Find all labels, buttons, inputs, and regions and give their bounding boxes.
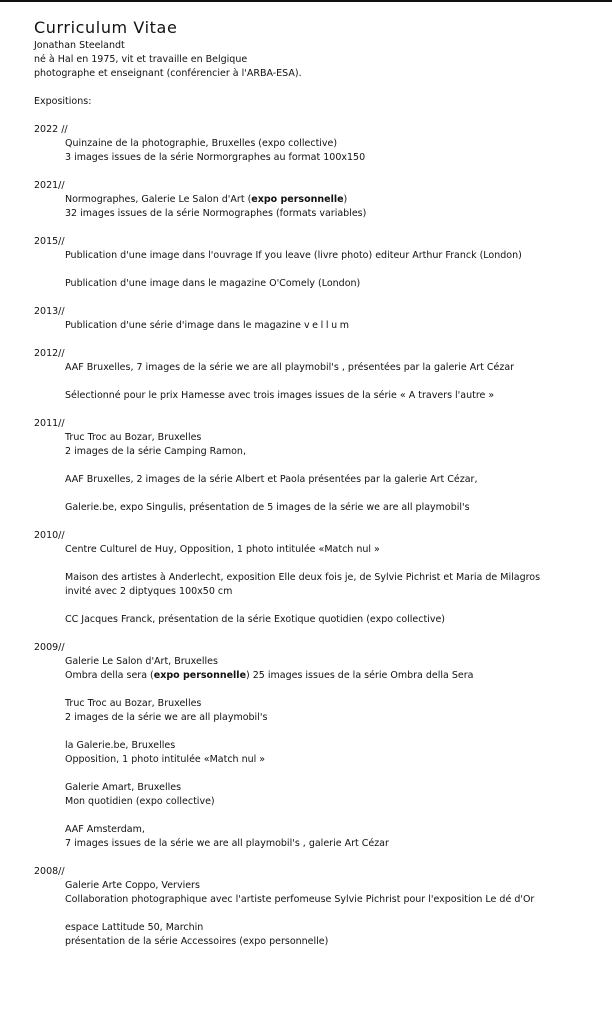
- year-section-2011: [34, 417, 602, 515]
- year-section-2013: [34, 305, 602, 333]
- year-label: 2013//: [34, 306, 65, 317]
- entry-line: la Galerie.be, Bruxelles: [65, 740, 176, 751]
- entry-line: 32 images issues de la série Normographes (formats variables): [65, 208, 367, 219]
- entry-line: Centre Culturel de Huy, Opposition, 1 photo intitulée «Match nul »: [65, 544, 380, 555]
- year-label: 2021//: [34, 180, 65, 191]
- exhibition-entry: [34, 697, 602, 725]
- exhibition-entry: [34, 613, 602, 627]
- entry-line: Publication d'une série d'image dans le magazine vellum: [65, 320, 352, 331]
- year-section-2022: [34, 123, 602, 165]
- year-section-2015: [34, 235, 602, 291]
- exhibition-entry: [34, 571, 602, 599]
- year-label: 2008//: [34, 866, 65, 877]
- entry-line: Galerie Amart, Bruxelles: [65, 782, 182, 793]
- entry-line: CC Jacques Franck, présentation de la série Exotique quotidien (expo collective): [65, 614, 446, 625]
- exhibition-entry: [34, 277, 602, 291]
- entry-line: présentation de la série Accessoires (expo personnelle): [65, 936, 329, 947]
- exhibition-entry: [34, 319, 602, 333]
- exhibition-entry: [34, 543, 602, 557]
- entry-line: Galerie.be, expo Singulis, présentation de 5 images de la série we are all playmobil's: [65, 502, 470, 513]
- entry-line: Truc Troc au Bozar, Bruxelles: [65, 432, 202, 443]
- author-occupation: photographe et enseignant (conférencier à l'ARBA-ESA).: [34, 68, 302, 79]
- entry-line: 2 images de la série Camping Ramon,: [65, 446, 246, 457]
- entry-line: Galerie Arte Coppo, Verviers: [65, 880, 200, 891]
- entry-line: AAF Bruxelles, 7 images de la série we are all playmobil's , présentées par la galerie Art Cézar: [65, 362, 515, 373]
- entry-line: AAF Bruxelles, 2 images de la série Albert et Paola présentées par la galerie Art Cézar,: [65, 474, 478, 485]
- exhibition-entry: [34, 249, 602, 263]
- year-label: 2022 //: [34, 124, 68, 135]
- year-section-2012: [34, 347, 602, 403]
- entry-line: Quinzaine de la photographie, Bruxelles (expo collective): [65, 138, 338, 149]
- exhibition-entry: [34, 921, 602, 949]
- year-section-2010: [34, 529, 602, 627]
- entry-emphasis: expo personnelle: [251, 194, 344, 205]
- exhibition-entry: [34, 137, 602, 165]
- entry-line: Normographes, Galerie Le Salon d'Art (expo personnelle): [65, 194, 348, 205]
- year-label: 2012//: [34, 348, 65, 359]
- year-section-2021: [34, 179, 602, 221]
- entry-line: AAF Amsterdam,: [65, 824, 145, 835]
- exhibition-entry: [34, 823, 602, 851]
- entry-line: Sélectionné pour le prix Hamesse avec trois images issues de la série « A travers l'autre »: [65, 390, 495, 401]
- year-label: 2009//: [34, 642, 65, 653]
- expositions-heading: Expositions:: [34, 96, 92, 107]
- year-section-2009: [34, 641, 602, 851]
- exhibition-entry: [34, 389, 602, 403]
- entry-line: Opposition, 1 photo intitulée «Match nul »: [65, 754, 266, 765]
- entry-line: 2 images de la série we are all playmobil's: [65, 712, 268, 723]
- exhibition-entry: [34, 473, 602, 487]
- cv-page: [34, 18, 602, 949]
- entry-line: 7 images issues de la série we are all playmobil's , galerie Art Cézar: [65, 838, 389, 849]
- entry-line: Mon quotidien (expo collective): [65, 796, 215, 807]
- exhibition-entry: [34, 361, 602, 375]
- year-label: 2010//: [34, 530, 65, 541]
- year-section-2008: [34, 865, 602, 949]
- exhibition-entry: [34, 655, 602, 683]
- page-title: Curriculum Vitae: [34, 18, 178, 37]
- exhibition-entry: [34, 193, 602, 221]
- author-birth: né à Hal en 1975, vit et travaille en Belgique: [34, 54, 248, 65]
- entry-line: Galerie Le Salon d'Art, Bruxelles: [65, 656, 218, 667]
- year-label: 2011//: [34, 418, 65, 429]
- author-name: Jonathan Steelandt: [34, 40, 125, 51]
- year-label: 2015//: [34, 236, 65, 247]
- exhibition-entry: [34, 781, 602, 809]
- entry-line: Truc Troc au Bozar, Bruxelles: [65, 698, 202, 709]
- entry-line: Publication d'une image dans l'ouvrage If you leave (livre photo) editeur Arthur Franck (London): [65, 250, 522, 261]
- entry-line: Collaboration photographique avec l'artiste perfomeuse Sylvie Pichrist pour l'exposition Le dé d'Or: [65, 894, 535, 905]
- entry-line: 3 images issues de la série Normorgraphes au format 100x150: [65, 152, 366, 163]
- entry-line: Ombra della sera (expo personnelle) 25 images issues de la série Ombra della Sera: [65, 670, 474, 681]
- entry-line: Publication d'une image dans le magazine O'Comely (London): [65, 278, 361, 289]
- entry-line: Maison des artistes à Anderlecht, exposition Elle deux fois je, de Sylvie Pichrist et Maria de Milagros: [65, 572, 541, 583]
- exhibition-entry: [34, 431, 602, 459]
- exhibition-entry: [34, 739, 602, 767]
- exhibition-entry: [34, 501, 602, 515]
- exhibition-entry: [34, 879, 602, 907]
- entry-emphasis: expo personnelle: [153, 670, 247, 681]
- magazine-name: vellum: [303, 320, 352, 331]
- entry-line: invité avec 2 diptyques 100x50 cm: [65, 586, 233, 597]
- entry-line: espace Lattitude 50, Marchin: [65, 922, 204, 933]
